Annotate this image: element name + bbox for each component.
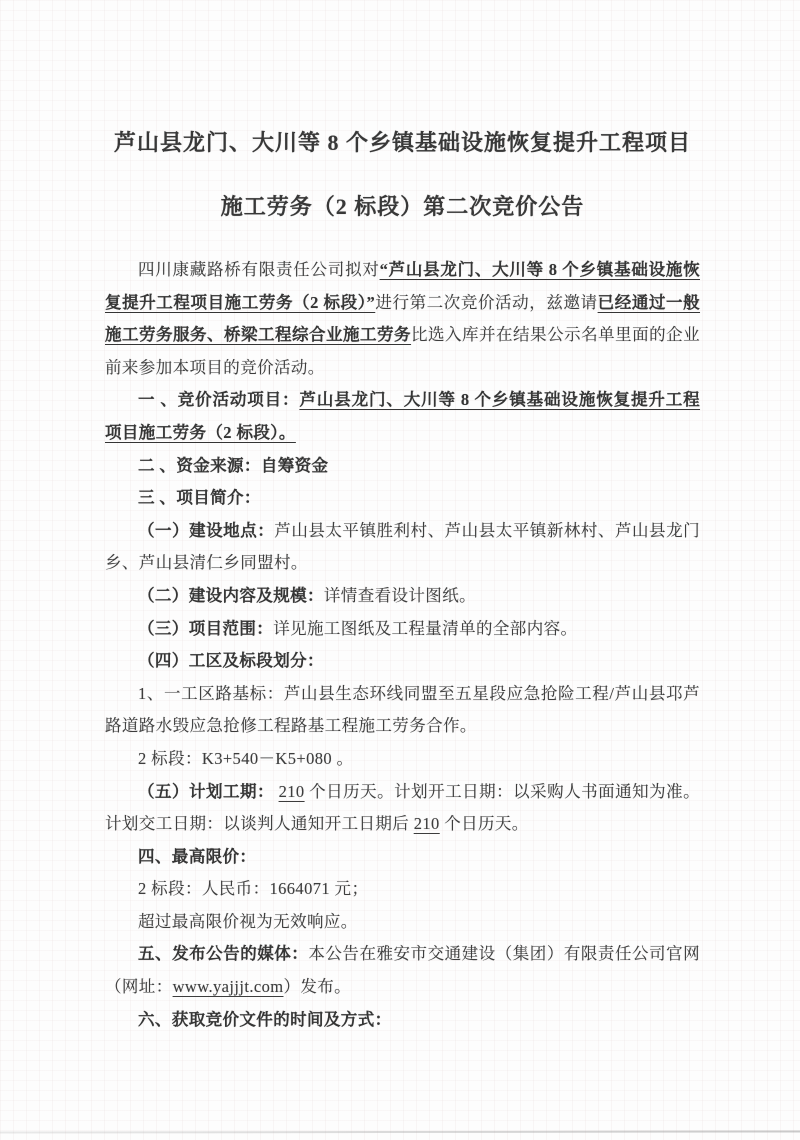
text-run: 芦山县太平镇胜利村、芦山县太平镇新林村、芦山县龙门乡、芦山县清仁乡同盟村。 xyxy=(105,520,701,573)
text-run: 五、发布公告的媒体： xyxy=(138,944,309,964)
underlined-text-run: www.yajjjt.com xyxy=(172,977,284,997)
text-run: （四）工区及标段划分： xyxy=(138,651,324,671)
paragraph xyxy=(105,743,700,776)
text-run: （一）建设地点： xyxy=(138,520,275,540)
paragraph xyxy=(105,254,700,384)
text-run: 2 标段：人民币：1664071 元； xyxy=(138,879,369,899)
text-run: 进行第二次竞价活动，兹邀请 xyxy=(375,292,598,312)
paragraph xyxy=(105,678,700,743)
underlined-text-run: 210 xyxy=(413,814,440,834)
paragraph xyxy=(105,938,700,1003)
text-run: 四、最高限价： xyxy=(138,846,257,866)
text-run: 个日历天。计划开工日期：以采购人书面通知为准。计划交工日期：以谈判人通知开工日期后 xyxy=(105,781,700,834)
text-run: 一 、竞价活动项目： xyxy=(138,390,300,410)
text-run: 2 标段：K3+540－K5+080 。 xyxy=(138,748,354,768)
paragraph xyxy=(105,515,700,580)
document-title-line-2: 施工劳务（2 标段）第二次竞价公告 xyxy=(220,194,585,219)
paragraph xyxy=(105,384,700,449)
underlined-text-run: 已经通过一般施工劳务服务、桥梁工程综合业施工劳务 xyxy=(105,292,701,345)
paragraph xyxy=(105,841,700,874)
paragraph xyxy=(105,776,700,841)
paragraph xyxy=(105,1004,700,1037)
underlined-text-run: 芦山县龙门、大川等 8 个乡镇基础设施恢复提升工程项目施工劳务（2 标段）。 xyxy=(105,390,701,442)
text-run: 详见施工图纸及工程量清单的全部内容。 xyxy=(273,618,578,638)
paragraph xyxy=(105,580,700,613)
text-run: 详情查看设计图纸。 xyxy=(323,585,477,605)
paragraph xyxy=(105,906,700,939)
text-run: （五）计划工期： xyxy=(138,781,274,801)
paragraph xyxy=(105,645,700,678)
text-run: 1、一工区路基标：芦山县生态环线同盟至五星段应急抢险工程/芦山县邛芦路道路水毁应急抢修工程路基工程施工劳务合作。 xyxy=(105,683,700,736)
text-run: 本公告在雅安市交通建设（集团）有限责任公司官网（网址： xyxy=(105,944,700,997)
document-body xyxy=(105,254,700,1036)
paragraph xyxy=(105,613,700,646)
text-run: 个日历天。 xyxy=(439,814,529,834)
scan-edge-artifact xyxy=(0,1130,800,1133)
text-run: 三 、项目简介： xyxy=(138,488,261,508)
document-title-line-1: 芦山县龙门、大川等 8 个乡镇基础设施恢复提升工程项目 xyxy=(113,130,691,155)
text-run: （二）建设内容及规模： xyxy=(138,585,324,605)
text-run: （三）项目范围： xyxy=(138,618,274,638)
paragraph xyxy=(105,873,700,906)
paragraph xyxy=(105,450,700,483)
text-run: ）发布。 xyxy=(283,977,352,997)
underlined-text-run: “芦山县龙门、大川等 8 个乡镇基础设施恢复提升工程项目施工劳务（2 标段）” xyxy=(105,260,700,312)
text-run: 四川康藏路桥有限责任公司拟对 xyxy=(138,260,380,279)
underlined-text-run: 210 xyxy=(278,781,305,801)
paragraph xyxy=(105,482,700,515)
text-run: 超过最高限价视为无效响应。 xyxy=(138,911,358,931)
text-run: 六、获取竞价文件的时间及方式： xyxy=(138,1009,392,1029)
text-run: 比选入库并在结果公示名单里面的企业前来参加本项目的竞价活动。 xyxy=(105,325,700,377)
text-run: 二 、资金来源：自筹资金 xyxy=(138,455,329,475)
